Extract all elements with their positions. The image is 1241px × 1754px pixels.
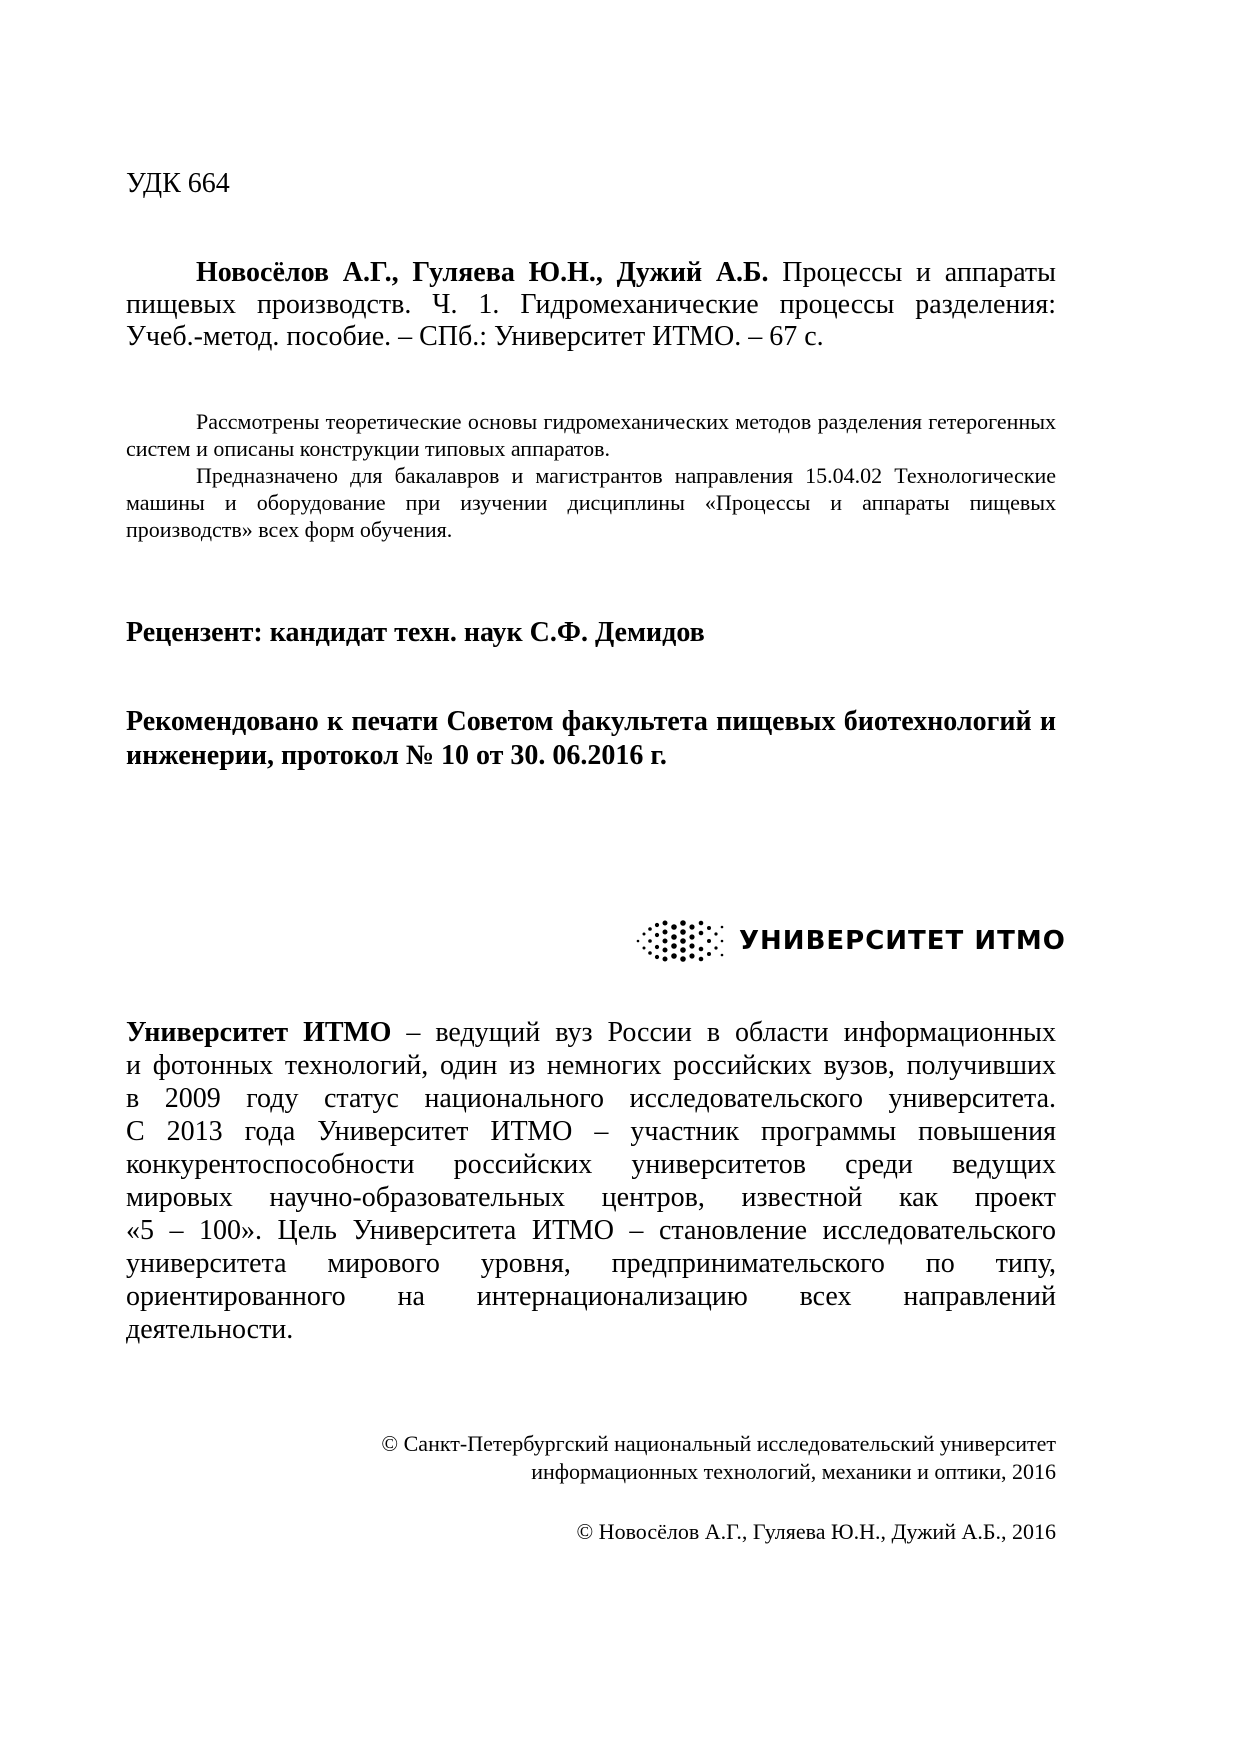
about-university: [126, 1016, 1056, 1346]
abstract: [126, 408, 1056, 543]
about-line: в 2009 году статус национального исследовательского университета.: [126, 1083, 1056, 1114]
copyright-university: [126, 1430, 1056, 1486]
copyright-authors: [126, 1518, 1056, 1546]
itmo-logo: [635, 918, 1066, 964]
reviewer: Рецензент: кандидат техн. наук С.Ф. Демидов: [126, 617, 705, 648]
bibliographic-record: [126, 257, 1056, 353]
about-line: и фотонных технологий, один из немногих российских вузов, получивших: [126, 1050, 1056, 1081]
logo-text: УНИВЕРСИТЕТ ИТМО: [739, 926, 1066, 956]
abstract-paragraph: Рассмотрены теоретические основы гидромеханических методов разделения гетерогенных систем и описаны конструкции типовых аппаратов.: [126, 409, 1056, 461]
about-lead: Университет ИТМО: [126, 1017, 392, 1048]
copyright-line: © Санкт-Петербургский национальный исследовательский университет: [381, 1431, 1056, 1456]
about-line-text: – ведущий вуз России в области информационных: [391, 1017, 1056, 1048]
copyright-line: информационных технологий, механики и оптики, 2016: [531, 1459, 1056, 1484]
about-line: конкурентоспособности российских университетов среди ведущих: [126, 1149, 1056, 1180]
about-line: «5 – 100». Цель Университета ИТМО – становление исследовательского: [126, 1215, 1056, 1246]
abstract-paragraph: Предназначено для бакалавров и магистрантов направления 15.04.02 Технологические машины и оборудование при изучении дисциплины «Процессы и аппараты пищевых производств» всех форм обучения.: [126, 463, 1056, 542]
copyright-line: © Новосёлов А.Г., Гуляева Ю.Н., Дужий А.Б., 2016: [576, 1519, 1056, 1544]
itmo-dots-icon: [635, 919, 727, 963]
about-line: мировых научно-образовательных центров, известной как проект: [126, 1182, 1056, 1213]
udk-code: УДК 664: [126, 168, 230, 199]
recommendation: Рекомендовано к печати Советом факультета пищевых биотехнологий и инженерии, протокол № 10 от 30. 06.2016 г.: [126, 706, 1056, 771]
title-text: Процессы и аппараты пищевых производств. Ч. 1. Гидромеханические процессы разделения: Учеб.-метод. пособие. – СПб.: Университет ИТМО. – 67 с.: [126, 257, 1056, 352]
authors: Новосёлов А.Г., Гуляева Ю.Н., Дужий А.Б.: [196, 257, 769, 288]
about-line: университета мирового уровня, предпринимательского по типу,: [126, 1248, 1056, 1279]
about-line: деятельности.: [126, 1314, 294, 1345]
about-line: [126, 1016, 1056, 1049]
about-line: ориентированного на интернационализацию всех направлений: [126, 1281, 1056, 1312]
about-line: С 2013 года Университет ИТМО – участник программы повышения: [126, 1116, 1056, 1147]
